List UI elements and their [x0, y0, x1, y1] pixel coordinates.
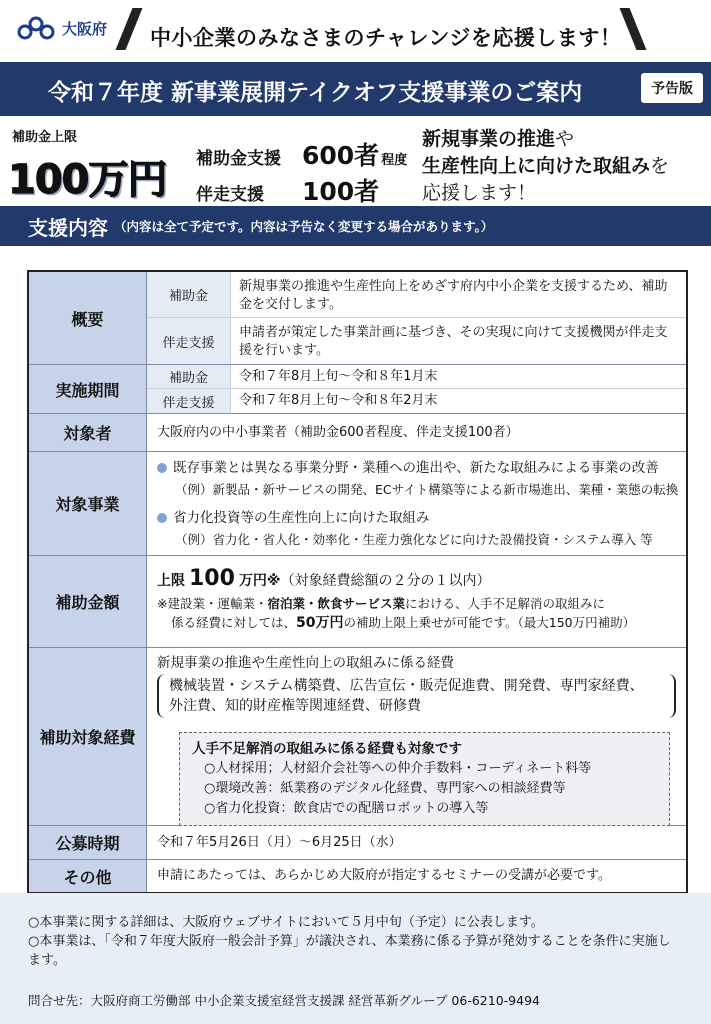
footer [0, 893, 711, 1024]
footer-note-1: ○本事業に関する詳細は、大阪府ウェブサイトにおいて５月中旬（予定）に公表します。 [28, 915, 544, 930]
projects-body [147, 452, 688, 555]
page-title: 令和７年度 新事業展開テイクオフ支援事業のご案内 [48, 80, 583, 106]
callout-title: 人手不足解消の取組みに係る経費も対象です [192, 741, 462, 757]
decorative-slash-right [620, 8, 647, 50]
period-subrows [147, 365, 686, 413]
table-row-period [29, 365, 686, 414]
preview-badge: 予告版 [641, 73, 703, 103]
overview-accompany-label: 伴走支援 [147, 318, 231, 364]
overview-subsidy-row [147, 272, 686, 318]
amount-value: 100 [189, 566, 235, 591]
table-row-recruitment [29, 826, 686, 860]
amount-note: ※建設業・運輸業・宿泊業・飲食サービス業における、人手不足解消の取組みに 係る経費に対しては、50万円の補助上限上乗せが可能です。（最大150万円補助） [157, 596, 636, 631]
other-text: 申請にあたっては、あらかじめ大阪府が指定するセミナーの受講が必要です。 [157, 868, 611, 883]
period-subsidy-text: 令和７年8月上旬～令和８年1月末 [239, 369, 438, 384]
expenses-body [147, 648, 686, 825]
table-row-projects [29, 452, 686, 556]
pitch-line-1: 新規事業の推進や [422, 128, 575, 150]
tagline: 中小企業のみなさまのチャレンジを応援します！ [150, 26, 622, 50]
title-bar [0, 62, 711, 116]
accompany-count-value: 100者 [302, 177, 380, 206]
expenses-intro: 新規事業の推進や生産性向上の取組みに係る経費 [157, 655, 454, 671]
decorative-slash-left [116, 8, 143, 50]
project-bullet-2: 省力化投資等の生産性向上に向けた取組み [157, 509, 678, 527]
row-label-target: 対象者 [29, 414, 147, 451]
support-counts [196, 136, 407, 208]
project-example-2: （例）省力化・省人化・効率化・生産力強化などに向けた設備投資・システム導入 等 [175, 531, 653, 547]
period-subsidy-label: 補助金 [147, 365, 231, 388]
subsidy-limit-value: 100万円 [8, 157, 167, 203]
overview-accompany-text: 申請者が策定した事業計画に基づき、その実現に向けて支援機関が伴走支援を行います。 [239, 325, 668, 358]
pitch-line-3: 応援します！ [422, 182, 537, 204]
overview-subsidy-label: 補助金 [147, 272, 231, 317]
accompany-count-row [196, 172, 407, 208]
period-accompany-label: 伴走支援 [147, 389, 231, 413]
pitch-text [422, 126, 669, 207]
target-text: 大阪府内の中小事業者（補助金600者程度、伴走支援100者） [157, 424, 519, 440]
amount-headline: 上限 100 万円※（対象経費総額の２分の１以内） [157, 566, 491, 591]
osaka-emblem-icon [16, 14, 56, 42]
project-example-1: （例）新製品・新サービスの開発、ECサイト構築等による新市場進出、業種・業態の転換 [175, 481, 679, 497]
row-label-projects: 対象事業 [29, 452, 147, 555]
subsidy-count-value: 600者 [302, 141, 380, 170]
logo-text: 大阪府 [62, 19, 108, 38]
period-accompany-text: 令和７年8月上旬～令和８年2月末 [239, 393, 438, 408]
period-accompany-row [147, 389, 686, 413]
table-row-expenses [29, 648, 686, 826]
expenses-list: 機械装置・システム構築費、広告宣伝・販売促進費、開発費、専門家経費、 外注費、知的財産権等関連経費、研修費 [157, 674, 676, 718]
row-label-amount: 補助金額 [29, 556, 147, 647]
callout-item-3: ○省力化投資：飲食店での配膳ロボットの導入等 [204, 801, 489, 816]
pitch-line-2: 生産性向上に向けた取組みを [422, 155, 670, 177]
overview-accompany-row [147, 318, 686, 364]
table-row-other [29, 860, 686, 892]
callout-item-1: ○人材採用；人材紹介会社等への仲介手数料・コーディネート料等 [204, 761, 592, 776]
row-label-recruitment: 公募時期 [29, 826, 147, 859]
subsidy-count-row [196, 136, 407, 172]
support-section-note: （内容は全て予定です。内容は予告なく変更する場合があります。） [114, 219, 494, 234]
callout-item-2: ○環境改善：紙業務のデジタル化経費、専門家への相談経費等 [204, 781, 566, 796]
osaka-logo [16, 14, 107, 42]
row-label-expenses: 補助対象経費 [29, 648, 147, 825]
amount-body [147, 556, 686, 647]
support-section-title: 支援内容 [28, 215, 108, 240]
support-section-bar [0, 206, 711, 246]
project-bullet-1: 既存事業とは異なる事業分野・業種への進出や、新たな取組みによる事業の改善 [157, 459, 678, 477]
overview-subrows [147, 272, 686, 364]
contact-info: 問合せ先：大阪府商工労働部 中小企業支援室経営支援課 経営革新グループ 06-6210-9494 [28, 993, 540, 1008]
table-row-target [29, 414, 686, 452]
footer-note-2: ○本事業は、「令和７年度大阪府一般会計予算」が議決され、本業務に係る予算が発効することを条件に実施します。 [28, 934, 671, 968]
accompany-count-label: 伴走支援 [196, 185, 264, 205]
row-label-other: その他 [29, 860, 147, 892]
bullet-dot-icon [157, 463, 167, 473]
highlights [0, 116, 711, 206]
subsidy-limit-label: 補助金上限 [12, 130, 78, 145]
support-details-table [27, 270, 688, 894]
recruitment-text: 令和７年5月26日（月）～6月25日（水） [157, 834, 402, 850]
bullet-dot-icon [157, 513, 167, 523]
table-row-amount [29, 556, 686, 648]
row-label-period: 実施期間 [29, 365, 147, 413]
top-header [0, 0, 711, 62]
overview-subsidy-text: 新規事業の推進や生産性向上をめざす府内中小企業を支援するため、補助金を交付します。 [239, 279, 668, 312]
labor-shortage-callout [179, 732, 670, 826]
period-subsidy-row [147, 365, 686, 389]
subsidy-count-suffix: 程度 [381, 153, 408, 168]
row-label-overview: 概要 [29, 272, 147, 364]
subsidy-count-label: 補助金支援 [196, 149, 281, 169]
table-row-overview [29, 272, 686, 365]
